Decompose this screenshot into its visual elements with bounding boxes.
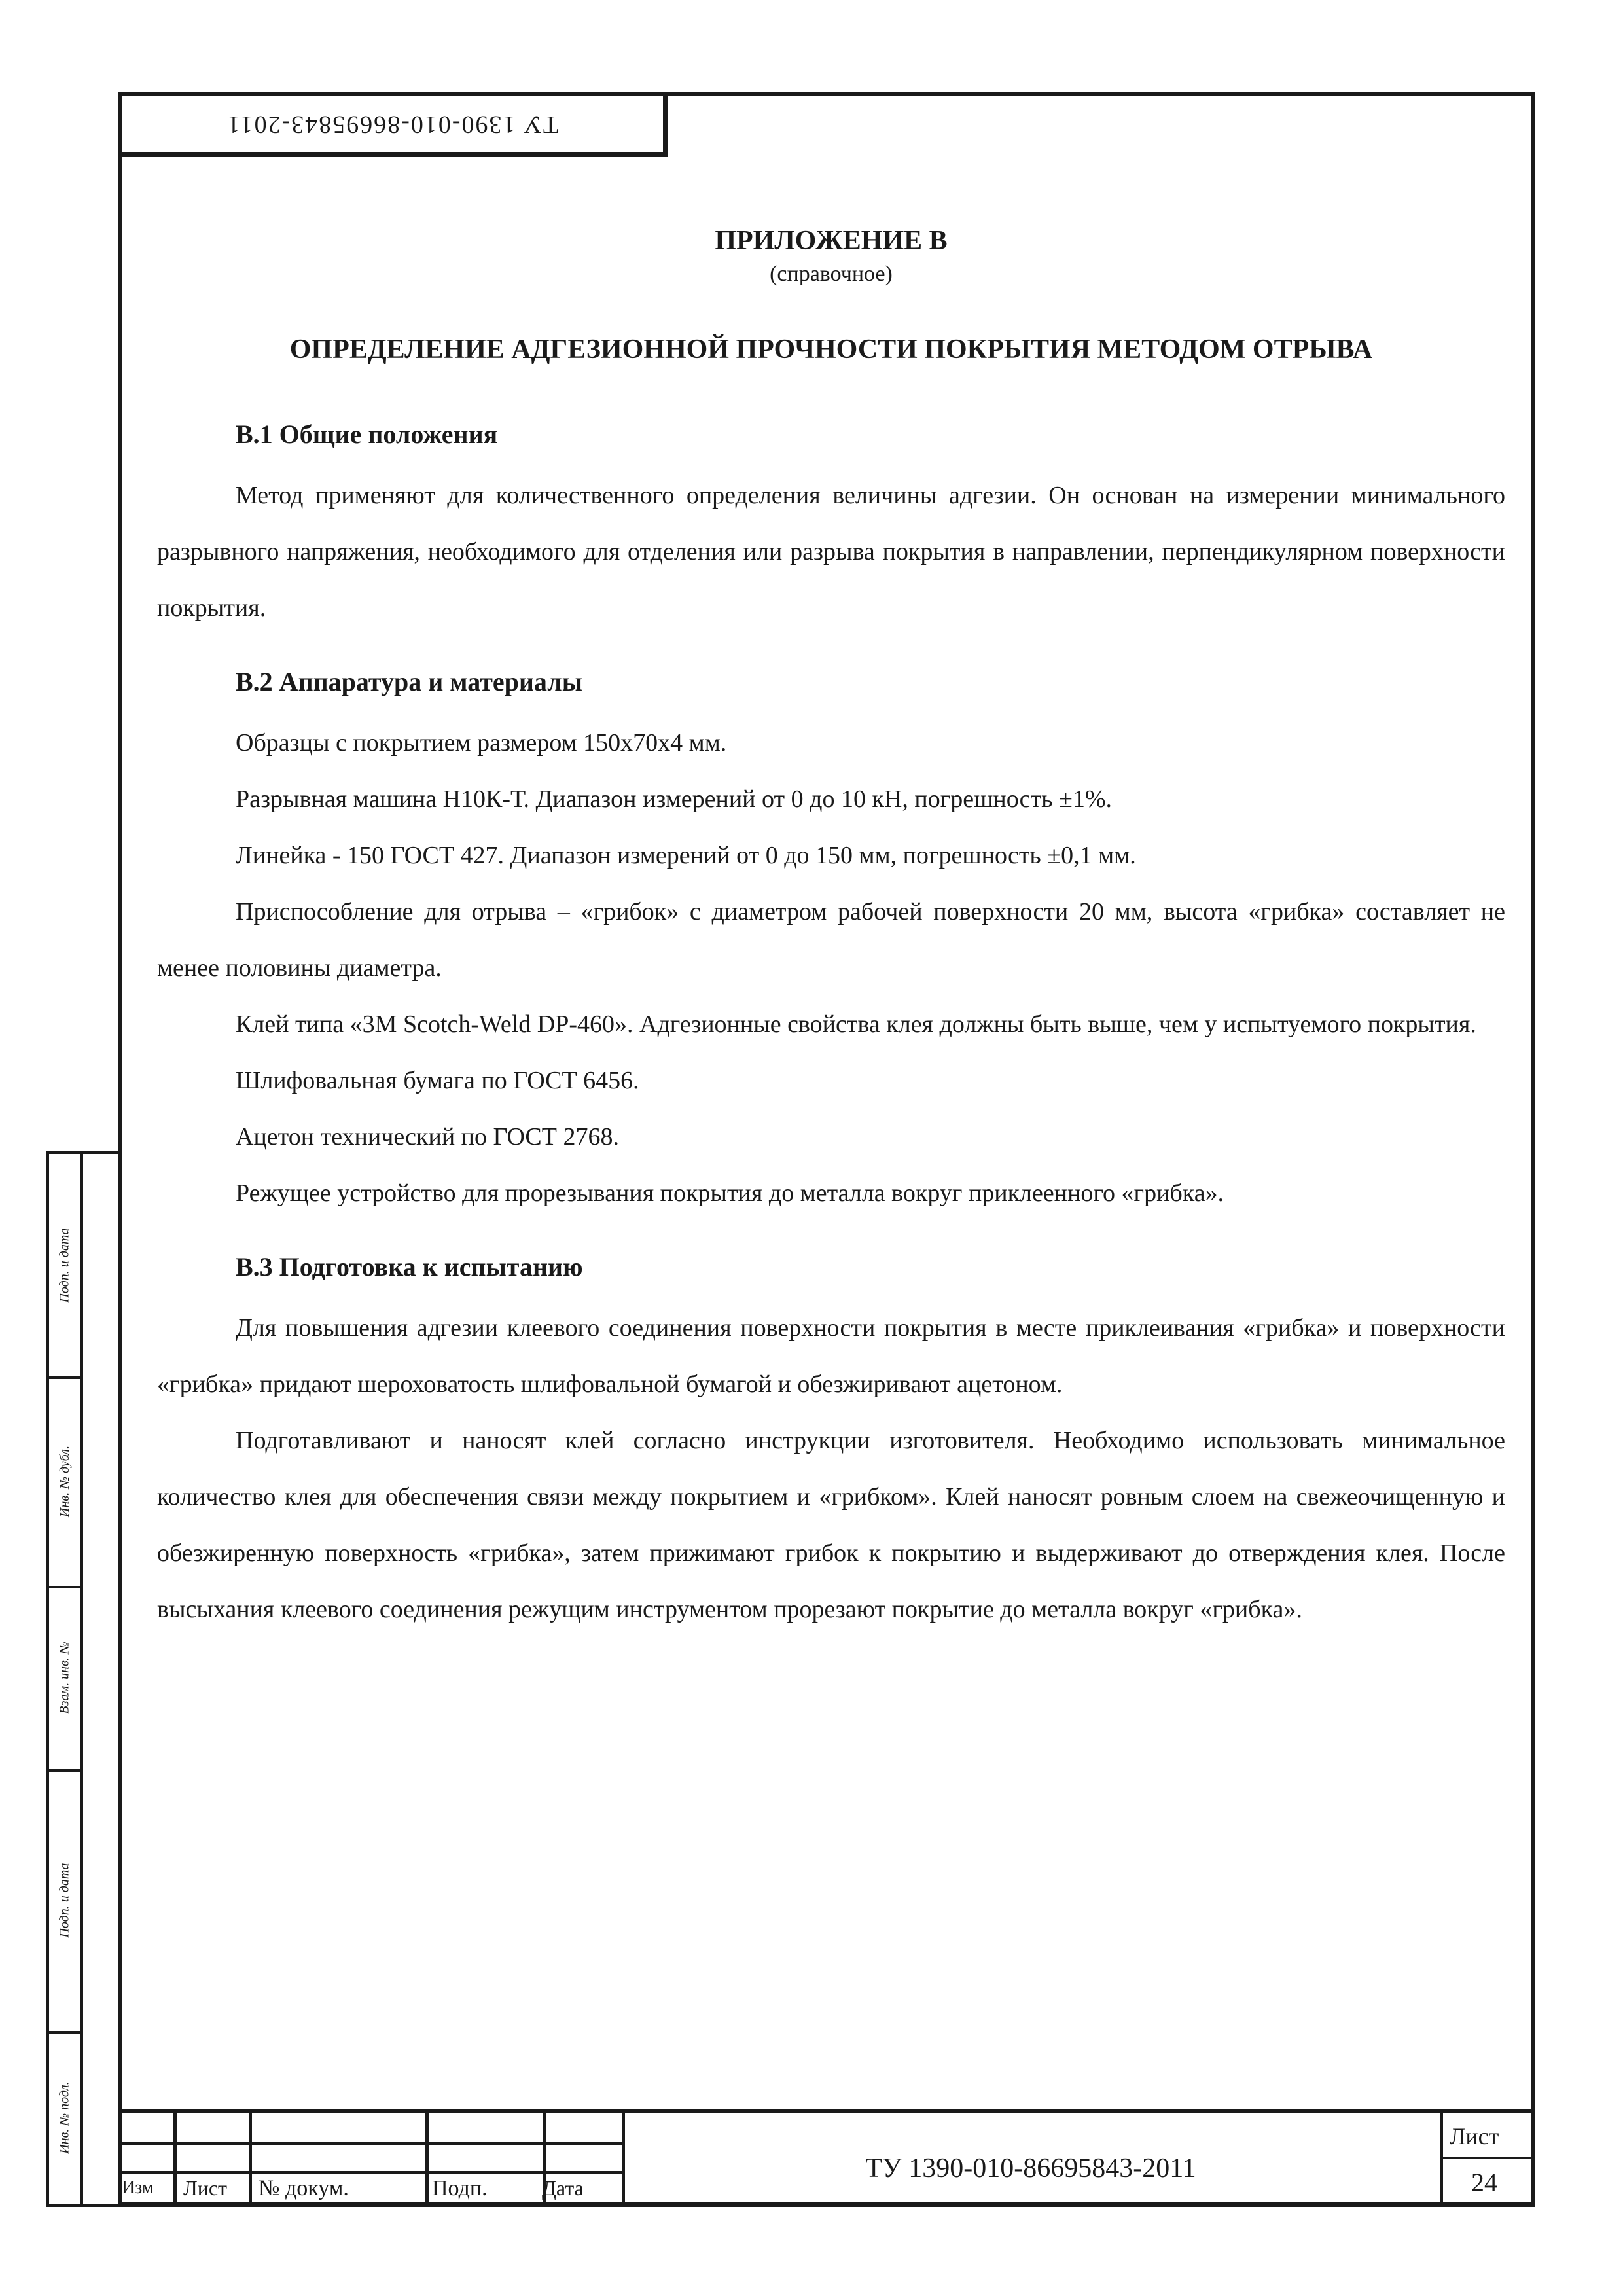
side-strip-label: Инв. № дубл. [57, 1445, 72, 1517]
col-doc-label: № докум. [259, 2176, 349, 2200]
list-item: Линейка - 150 ГОСТ 427. Диапазон измерений от 0 до 150 мм, погрешность ±0,1 мм. [236, 842, 1136, 869]
title-block-col-line [1440, 2113, 1443, 2207]
side-strip [46, 1151, 118, 2207]
top-doc-stamp-text: ТУ 1390-010-86695843-2011 [226, 111, 559, 138]
top-doc-stamp [118, 92, 668, 157]
side-strip-label: Инв. № подл. [57, 2081, 72, 2154]
title-block-col-line [425, 2113, 429, 2207]
list-item: Разрывная машина Н10К-Т. Диапазон измерений от 0 до 10 кН, погрешность ±1%. [236, 785, 1112, 813]
title-block-col-line [249, 2113, 252, 2207]
list-item: Ацетон технический по ГОСТ 2768. [236, 1123, 619, 1151]
document-title: ОПРЕДЕЛЕНИЕ АДГЕЗИОННОЙ ПРОЧНОСТИ ПОКРЫТИЯ МЕТОДОМ ОТРЫВА [289, 334, 1373, 365]
section-heading-3: В.3 Подготовка к испытанию [236, 1252, 583, 1282]
title-block-row-line [118, 2142, 622, 2145]
col-sign-label: Подп. [432, 2176, 488, 2200]
paragraph: Метод применяют для количественного определения величины адгезии. Он основан на измерении минимального разрывного напряжения, необходимого для отделения или разрыва покрытия в направлении, перпендикулярном поверхности покрытия. [157, 482, 1505, 622]
appendix-title: ПРИЛОЖЕНИЕ В [715, 226, 948, 256]
section-heading-2: В.2 Аппаратура и материалы [236, 667, 582, 696]
side-strip-label: Взам. инв. № [57, 1641, 72, 1714]
list-item: Клей типа «3M Scotch-Weld DP-460». Адгезионные свойства клея должны быть выше, чем у испытуемого покрытия. [236, 1011, 1476, 1038]
sheet-label: Лист [1450, 2123, 1499, 2149]
paragraph: Для повышения адгезии клеевого соединения поверхности покрытия в месте приклеивания «грибка» и поверхности «грибка» придают шероховатость шлифовальной бумагой и обезжиривают ацетоном. [157, 1314, 1505, 1398]
appendix-subtitle: (справочное) [770, 262, 893, 286]
document-code: ТУ 1390-010-86695843-2011 [865, 2153, 1196, 2183]
side-strip-label: Подп. и дата [57, 1227, 72, 1303]
list-item: Приспособление для отрыва – «грибок» с диаметром рабочей поверхности 20 мм, высота «грибка» составляет не менее половины диаметра. [157, 898, 1505, 982]
title-block-col-line [173, 2113, 177, 2207]
title-block [118, 2109, 1535, 2207]
title-block-row-line [118, 2171, 622, 2174]
list-item: Шлифовальная бумага по ГОСТ 6456. [236, 1067, 639, 1094]
appendix-heading [157, 223, 1505, 289]
col-list-label: Лист [183, 2176, 228, 2200]
col-izm-label: Изм [122, 2178, 154, 2198]
side-strip-label: Подп. и дата [57, 1862, 72, 1938]
title-block-row-line [1440, 2157, 1535, 2159]
paragraph: Подготавливают и наносят клей согласно инструкции изготовителя. Необходимо использовать минимальное количество клея для обеспечения связи между покрытием и «грибком». Клей наносят ровным слоем на свежеочищенную и обезжиренную поверхность «грибка», затем прижимают грибок к покрытию и выдерживают до отверждения клея. После высыхания клеевого соединения режущим инструментом прорезают покрытие до металла вокруг «грибка». [157, 1427, 1505, 1623]
sheet-number: 24 [1471, 2168, 1497, 2197]
section-heading-1: В.1 Общие положения [236, 420, 498, 449]
list-item: Образцы с покрытием размером 150х70х4 мм. [236, 729, 727, 757]
side-strip-divider [80, 1154, 83, 2204]
col-date-label: Дата [542, 2176, 584, 2200]
list-item: Режущее устройство для прорезывания покрытия до металла вокруг приклеенного «грибка». [236, 1179, 1224, 1207]
page-content [157, 223, 1505, 1638]
